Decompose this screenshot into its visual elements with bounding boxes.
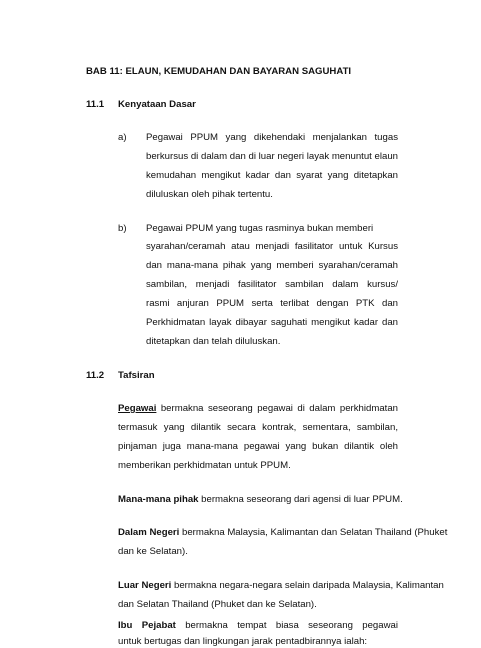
definition-term: Luar Negeri bbox=[118, 580, 172, 591]
item-b-line: rasmi anjuran PPUM serta terlibat dengan PTK dan bbox=[146, 298, 398, 309]
section-number-11-2: 11.2 bbox=[86, 370, 105, 381]
item-b-line: dan mana-mana pihak yang memberi syarahan/ceramah bbox=[146, 260, 398, 271]
definition-text: bermakna tempat biasa seseorang pegawai bbox=[185, 620, 398, 631]
item-a-line: berkursus di dalam dan di luar negeri layak menuntut elaun bbox=[146, 151, 398, 162]
definition-ibu-pejabat bbox=[118, 620, 398, 632]
definition-pegawai bbox=[118, 403, 398, 415]
item-label-b: b) bbox=[118, 223, 127, 234]
definition-term: Mana-mana pihak bbox=[118, 494, 199, 505]
item-b-line: sambilan, menjadi fasilitator sambilan dalam kursus/ bbox=[146, 279, 398, 290]
definition-line: dan Selatan Thailand (Phuket dan ke Selatan). bbox=[118, 599, 317, 610]
definition-line: untuk bertugas dan lingkungan jarak pentadbirannya ialah: bbox=[118, 636, 368, 647]
chapter-title: BAB 11: ELAUN, KEMUDAHAN DAN BAYARAN SAGUHATI bbox=[86, 66, 352, 77]
definition-term: Pegawai bbox=[118, 403, 157, 414]
definition-line: dan ke Selatan). bbox=[118, 546, 188, 557]
definition-term: Dalam Negeri bbox=[118, 527, 180, 538]
definition-line: memberikan perkhidmatan untuk PPUM. bbox=[118, 460, 291, 471]
definition-text: bermakna seseorang pegawai di dalam perkhidmatan bbox=[160, 403, 398, 414]
section-number-11-1: 11.1 bbox=[86, 99, 105, 110]
definition-text: bermakna seseorang dari agensi di luar PPUM. bbox=[198, 494, 403, 505]
item-label-a: a) bbox=[118, 132, 127, 143]
definition-luar-negeri bbox=[118, 580, 444, 592]
item-b-line: ditetapkan dan telah diluluskan. bbox=[146, 336, 281, 347]
definition-line: pinjaman juga mana-mana pegawai yang bukan dilantik oleh bbox=[118, 441, 398, 452]
item-b-line: Pegawai PPUM yang tugas rasminya bukan memberi bbox=[146, 223, 374, 234]
item-a-line: Pegawai PPUM yang dikehendaki menjalankan tugas bbox=[146, 132, 398, 143]
definition-line: termasuk yang dilantik secara kontrak, sementara, sambilan, bbox=[118, 422, 398, 433]
item-b-line: Perkhidmatan layak dibayar saguhati mengikut kadar dan bbox=[146, 317, 398, 328]
definition-dalam-negeri bbox=[118, 527, 447, 539]
section-title-tafsiran: Tafsiran bbox=[118, 370, 155, 381]
section-title-kenyataan-dasar: Kenyataan Dasar bbox=[118, 99, 196, 110]
definition-text: bermakna negara-negara selain daripada Malaysia, Kalimantan bbox=[171, 580, 444, 591]
item-b-line: syarahan/ceramah atau menjadi fasilitator untuk Kursus bbox=[146, 241, 398, 252]
item-a-line: diluluskan oleh pihak tertentu. bbox=[146, 189, 273, 200]
definition-mana-mana-pihak bbox=[118, 494, 403, 506]
definition-text: bermakna Malaysia, Kalimantan dan Selatan Thailand (Phuket bbox=[179, 527, 448, 538]
definition-term: Ibu Pejabat bbox=[118, 620, 176, 631]
item-a-line: kemudahan mengikut kadar dan syarat yang ditetapkan bbox=[146, 170, 398, 181]
